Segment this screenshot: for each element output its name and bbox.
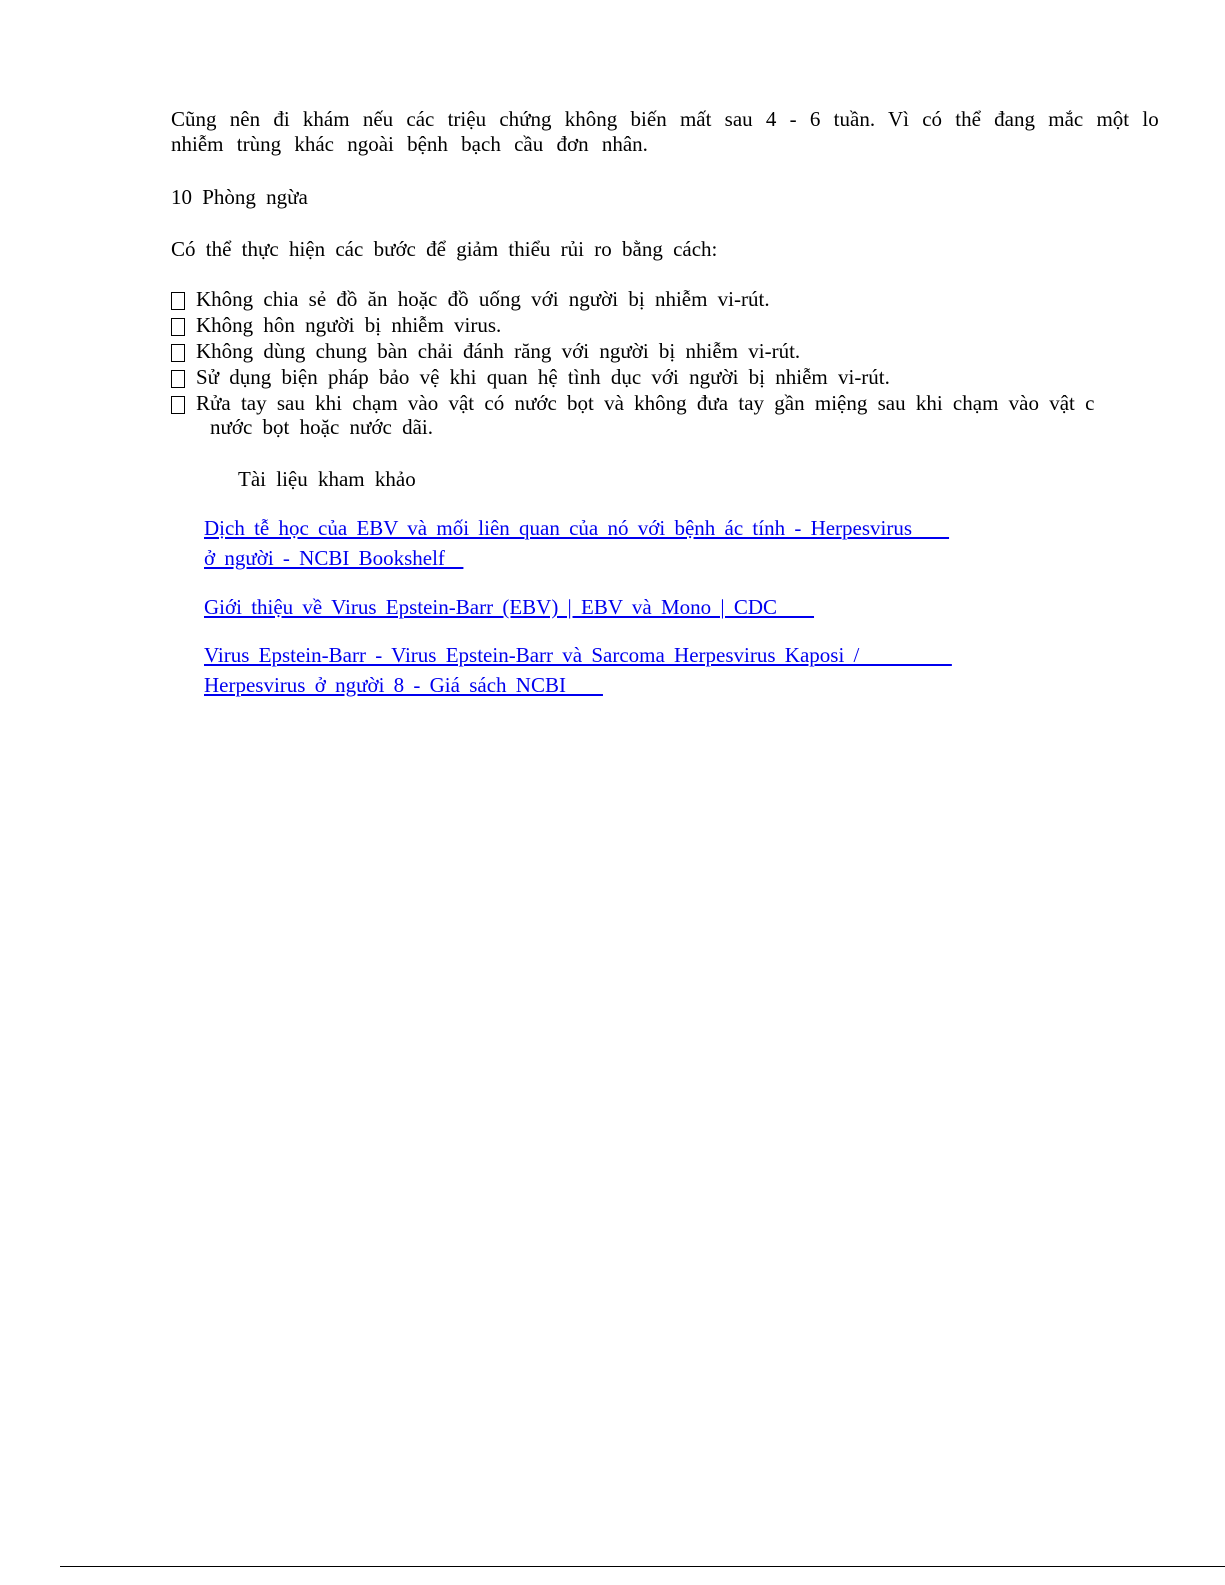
list-item: Sử dụng biện pháp bảo vệ khi quan hệ tình dục với người bị nhiễm vi-rút. bbox=[196, 365, 890, 389]
list-item: Không chia sẻ đồ ăn hoặc đồ uống với người bị nhiễm vi-rút. bbox=[196, 287, 770, 311]
reference-link-ebv-epidemiology-cont[interactable]: ở người - NCBI Bookshelf bbox=[204, 546, 464, 570]
list-item: Không hôn người bị nhiễm virus. bbox=[196, 313, 502, 337]
intro-paragraph-line-1: Cũng nên đi khám nếu các triệu chứng không biến mất sau 4 - 6 tuần. Vì có thể đang mắc một lo bbox=[171, 107, 1159, 131]
bullet-marker-icon bbox=[171, 292, 185, 310]
section-heading: 10 Phòng ngừa bbox=[171, 185, 308, 209]
list-item: Không dùng chung bàn chải đánh răng với người bị nhiễm vi-rút. bbox=[196, 339, 801, 363]
reference-link-ebv-kaposi[interactable]: Virus Epstein-Barr - Virus Epstein-Barr và Sarcoma Herpesvirus Kaposi / bbox=[204, 643, 952, 667]
lead-text: Có thể thực hiện các bước để giảm thiểu rủi ro bằng cách: bbox=[171, 237, 718, 261]
page-bottom-divider bbox=[60, 1566, 1225, 1567]
reference-link-cdc-ebv[interactable]: Giới thiệu về Virus Epstein-Barr (EBV) | EBV và Mono | CDC bbox=[204, 595, 815, 619]
bullet-marker-icon bbox=[171, 396, 185, 414]
references-heading: Tài liệu kham khảo bbox=[238, 467, 416, 491]
list-item: Rửa tay sau khi chạm vào vật có nước bọt và không đưa tay gần miệng sau khi chạm vào vật c bbox=[196, 391, 1095, 415]
reference-link-ebv-epidemiology[interactable]: Dịch tễ học của EBV và mối liên quan của nó với bệnh ác tính - Herpesvirus bbox=[204, 516, 950, 540]
reference-link-ebv-kaposi-cont[interactable]: Herpesvirus ở người 8 - Giá sách NCBI bbox=[204, 673, 603, 697]
bullet-marker-icon bbox=[171, 370, 185, 388]
bullet-marker-icon bbox=[171, 318, 185, 336]
intro-paragraph-line-2: nhiễm trùng khác ngoài bệnh bạch cầu đơn nhân. bbox=[171, 132, 648, 156]
list-item-continuation: nước bọt hoặc nước dãi. bbox=[210, 415, 433, 439]
bullet-marker-icon bbox=[171, 344, 185, 362]
